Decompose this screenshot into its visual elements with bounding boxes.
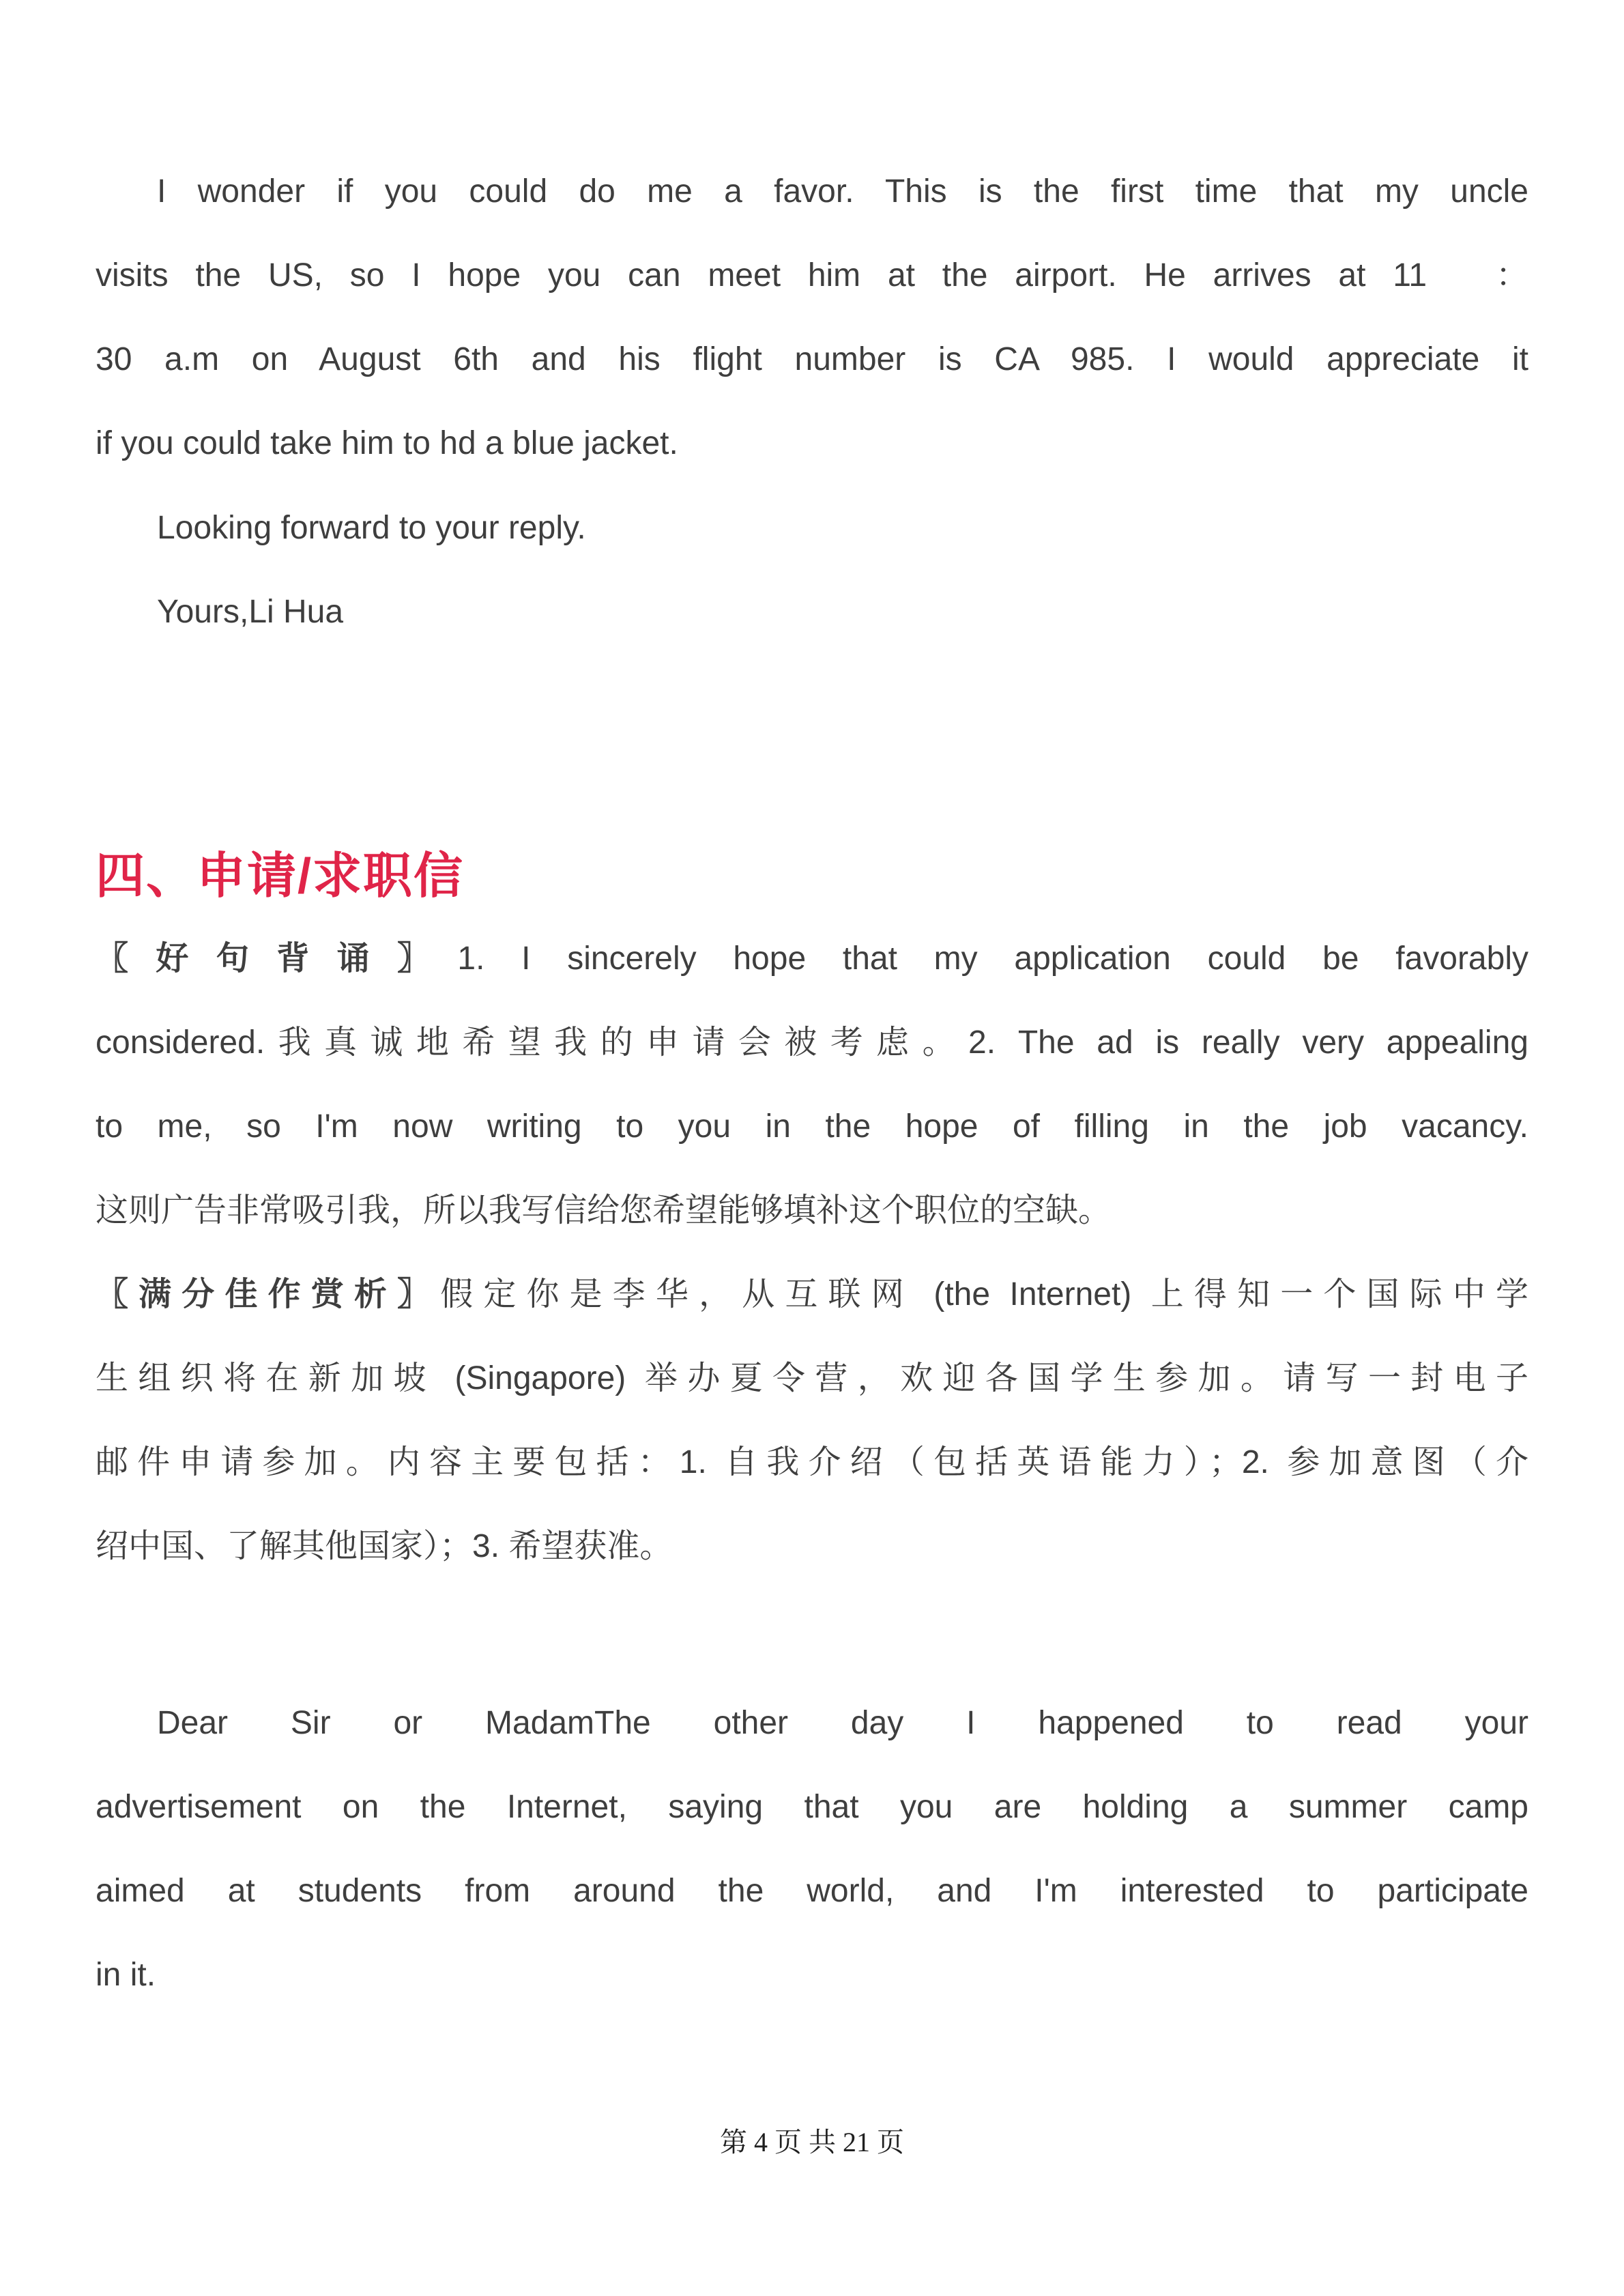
paragraph-line: to me, so I'm now writing to you in the hope of filling in the job vacancy. bbox=[96, 1108, 1528, 1145]
paragraph-line: aimed at students from around the world, and I'm interested to participate bbox=[96, 1873, 1528, 1909]
paragraph-line: 生组织将在新加坡 (Singapore) 举办夏令营，欢迎各国学生参加。请写一封电子 bbox=[96, 1360, 1528, 1396]
paragraph-line: 这则广告非常吸引我，所以我写信给您希望能够填补这个职位的空缺。 bbox=[96, 1192, 1112, 1229]
paragraph-line bbox=[96, 1252, 1528, 1336]
letter-signature-line: Yours,Li Hua bbox=[157, 594, 344, 630]
paragraph-line: if you could take him to hd a blue jacket. bbox=[96, 425, 678, 461]
model-essay-label: 〖满分佳作赏析〗 bbox=[96, 1276, 441, 1312]
good-sentences-paragraph bbox=[96, 917, 1528, 1252]
paragraph-line: advertisement on the Internet, saying that you are holding a summer camp bbox=[96, 1789, 1528, 1825]
letter-body-paragraph bbox=[96, 149, 1528, 485]
page-footer: 第 4 页 共 21 页 bbox=[720, 2127, 904, 2157]
paragraph-line: 邮件申请参加。内容主要包括：1. 自我介绍（包括英语能力）；2. 参加意图（介 bbox=[96, 1444, 1528, 1480]
paragraph-line-text: 1. I sincerely hope that my application could be favorably bbox=[457, 941, 1528, 977]
letter-closing bbox=[96, 486, 1528, 570]
paragraph-line: I wonder if you could do me a favor. This is the first time that my uncle bbox=[157, 173, 1528, 210]
paragraph-line: 30 a.m on August 6th and his flight number is CA 985. I would appreciate it bbox=[96, 341, 1528, 377]
paragraph-line: visits the US, so I hope you can meet him at the airport. He arrives at 11 ： bbox=[96, 257, 1528, 293]
section-heading: 四、申请/求职信 bbox=[96, 849, 465, 904]
letter-signature bbox=[96, 570, 1528, 654]
model-essay-paragraph bbox=[96, 1252, 1528, 1588]
paragraph-line bbox=[96, 917, 1528, 1001]
good-sentences-label: 〖好句背诵〗 bbox=[96, 941, 458, 977]
letter-closing-line: Looking forward to your reply. bbox=[157, 510, 586, 546]
paragraph-line: 绍中国、了解其他国家）；3. 希望获准。 bbox=[96, 1528, 673, 1564]
paragraph-line-text: 假定你是李华，从互联网 (the Internet) 上得知一个国际中学 bbox=[440, 1276, 1528, 1312]
paragraph-line: Dear Sir or MadamThe other day I happened to read your bbox=[157, 1705, 1528, 1741]
paragraph-line: in it. bbox=[96, 1957, 156, 1993]
letter2-body-paragraph bbox=[96, 1681, 1528, 2017]
paragraph-line: considered.我真诚地希望我的申请会被考虑。2. The ad is really very appealing bbox=[96, 1024, 1528, 1061]
